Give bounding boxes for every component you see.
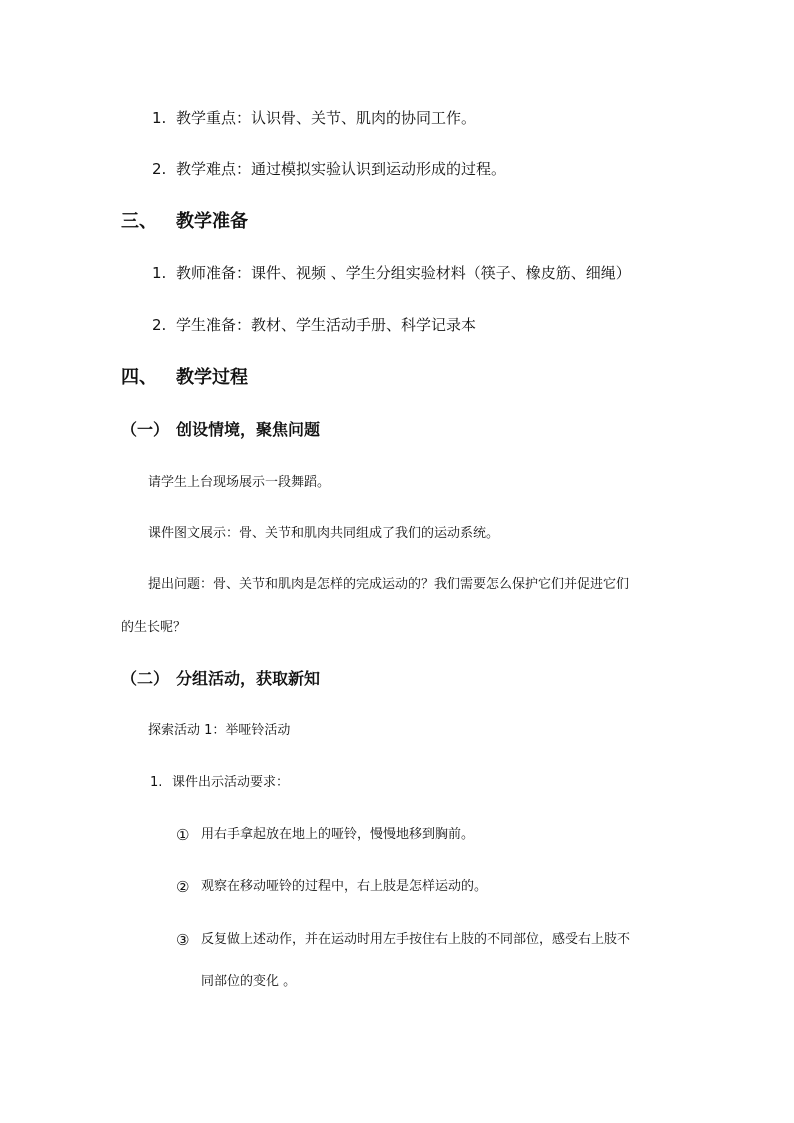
step-text-continuation: 同部位的变化 。 [201,974,297,989]
student-preparation: 学生准备：教材、学生活动手册、科学记录本 [176,316,477,334]
subsection-heading-scenario: 创设情境，聚焦问题 [176,420,321,439]
paragraph: 提出问题：骨、关节和肌肉是怎样的完成运动的？我们需要怎么保护它们并促进它们 [148,577,630,592]
paragraph: 请学生上台现场展示一段舞蹈。 [148,475,331,490]
list-number: 1. [150,775,163,790]
section-number: 三、 [121,211,157,232]
list-number: 2. [152,160,167,178]
activity-title: 探索活动 1：举哑铃活动 [148,723,291,738]
step-text: 观察在移动哑铃的过程中，右上肢是怎样运动的。 [201,879,488,894]
step-marker: ② [176,878,190,896]
list-number: 1. [152,264,167,282]
activity-requirements: 课件出示活动要求： [172,775,290,790]
list-number: 1. [152,109,167,127]
subsection-number: （二） [121,669,170,688]
list-number: 2. [152,316,167,334]
step-text: 用右手拿起放在地上的哑铃，慢慢地移到胸前。 [201,827,475,842]
section-number: 四、 [121,367,157,388]
subsection-number: （一） [121,420,170,439]
paragraph: 课件图文展示：骨、关节和肌肉共同组成了我们的运动系统。 [148,526,500,541]
teacher-preparation: 教师准备：课件、视频 、学生分组实验材料（筷子、橡皮筋、细绳） [176,264,631,282]
step-marker: ① [176,826,190,844]
step-text: 反复做上述动作，并在运动时用左手按住右上肢的不同部位，感受右上肢不 [201,932,631,947]
paragraph-continuation: 的生长呢？ [121,620,187,635]
subsection-heading-activity: 分组活动，获取新知 [176,669,321,688]
teaching-difficulty: 教学难点：通过模拟实验认识到运动形成的过程。 [176,160,507,178]
section-heading-process: 教学过程 [176,367,248,388]
section-heading-preparation: 教学准备 [176,211,248,232]
step-marker: ③ [176,931,190,949]
teaching-focus: 教学重点：认识骨、关节、肌肉的协同工作。 [176,109,477,127]
